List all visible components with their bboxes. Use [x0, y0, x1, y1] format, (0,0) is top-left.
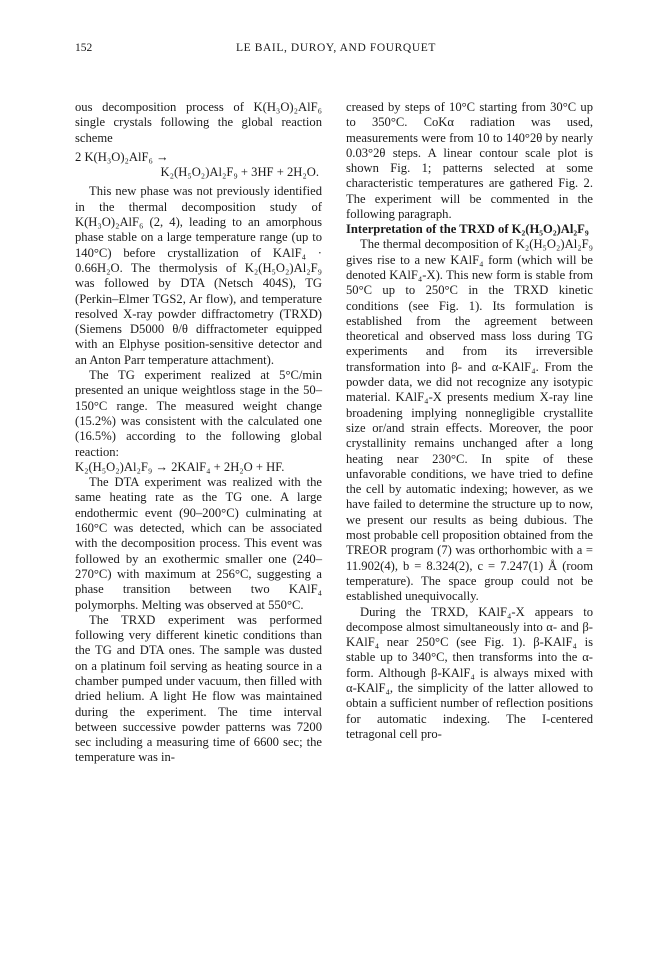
paragraph: The thermal decomposition of K₂(H₅O₂)Al₂F₉ gives rise to a new KAlF₄ form (which will be denoted KAlF₄-X). This new form is stable from 50°C up to 250°C in the TRXD kinetic conditions (see Fig. 1). Its formulation is established from the agreement between theoretical and observed mass loss during TG experiments and from its irreversible transformation into β- and α-KAlF₄. From the powder data, we did not recognize any isotypic material. KAlF₄-X presents medium X-ray line broadening implying nonnegligible crystallite size or/and strain effects. Moreover, the poor crystallinity remains unchanged after a long heating near 230°C. In spite of these unfavorable conditions, we have tried to define the cell by automatic indexing; however, as we have failed to determine the structure up to now, we present our results as being dubious. The most probable cell proposition obtained from the TREOR program (7) was orthorhombic with a = 11.902(4), b = 8.324(2), c = 7.247(1) Å (room temperature). The space group could not be established unequivocally. [346, 237, 593, 604]
paragraph: creased by steps of 10°C starting from 30°C up to 350°C. CoKα radiation was used, measurements were from 10 to 140°2θ by nearly 0.03°2θ steps. A linear contour scale plot is shown Fig. 1; patterns selected at some characteristic temperatures are gathered Fig. 2. The experiment will be commented in the following paragraph. [346, 100, 593, 222]
paragraph: The TRXD experiment was performed following very different kinetic conditions than the TG and DTA ones. The sample was dusted on a platinum foil serving as heating source in a chamber pumped under vacuum, then filled with dried helium. A light He flow was maintained during the experiment. The time interval between successive powder patterns was 7200 sec including a measuring time of 6600 sec; the temperature was in- [75, 612, 322, 765]
reaction-equation-1: 2 K(H₃O)₂AlF₆ → [75, 149, 169, 164]
paragraph: During the TRXD, KAlF₄-X appears to decompose almost simultaneously into α- and β-KAlF₄ near 250°C (see Fig. 1). β-KAlF₄ is stable up to 340°C, then transforms into the α-form. Although β-KAlF₄ is always mixed with α-KAlF₄, the simplicity of the latter allowed to obtain a sufficient number of reflection positions for automatic indexing. The I-centered tetragonal cell pro- [346, 604, 593, 741]
paragraph: The DTA experiment was realized with the same heating rate as the TG one. A large endothermic event (90–200°C) culminating at 160°C was detected, which can be associated with the decomposition process. This event was followed by an exothermic smaller one (240–270°C) with maximum at 256°C, suggesting a phase transition between two KAlF₄ polymorphs. Melting was observed at 550°C. [75, 475, 322, 612]
paragraph: This new phase was not previously identified in the thermal decomposition study of K(H₃O)₂AlF₆ (2, 4), leading to an amorphous phase stable on a large temperature range (up to 140°C) before crystallization of KAlF₄ · 0.66H₂O. The thermolysis of K₂(H₅O₂)Al₂F₉ was followed by DTA (Netsch 404S), TG (Perkin–Elmer TGS2, Ar flow), and temperature resolved X-ray powder diffractometry (TRXD) (Siemens D5000 θ/θ diffractometer equipped with an Elphyse position-sensitive detector and an Anton Parr temperature attachment). [75, 184, 322, 367]
reaction-equation-1-products: K₂(H₅O₂)Al₂F₉ + 3HF + 2H₂O. [160, 165, 319, 180]
right-column [346, 100, 593, 742]
paragraph: ous decomposition process of K(H₃O)₂AlF₆ single crystals following the global reaction scheme [75, 100, 322, 145]
paragraph: The TG experiment realized at 5°C/min presented an unique weightloss stage in the 50–150°C range. The measured weight change (15.2%) was consistent with the calculated one (16.5%) according to the following global reaction: [75, 368, 322, 459]
page-number: 152 [75, 42, 93, 54]
reaction-equation-2: K₂(H₅O₂)Al₂F₉ → 2KAlF₄ + 2H₂O + HF. [75, 459, 285, 474]
running-header [75, 42, 597, 58]
left-column [75, 100, 322, 766]
running-head-authors: LE BAIL, DUROY, AND FOURQUET [236, 42, 436, 54]
section-heading: Interpretation of the TRXD of K₂(H₅O₂)Al₂F₉ [346, 222, 589, 237]
